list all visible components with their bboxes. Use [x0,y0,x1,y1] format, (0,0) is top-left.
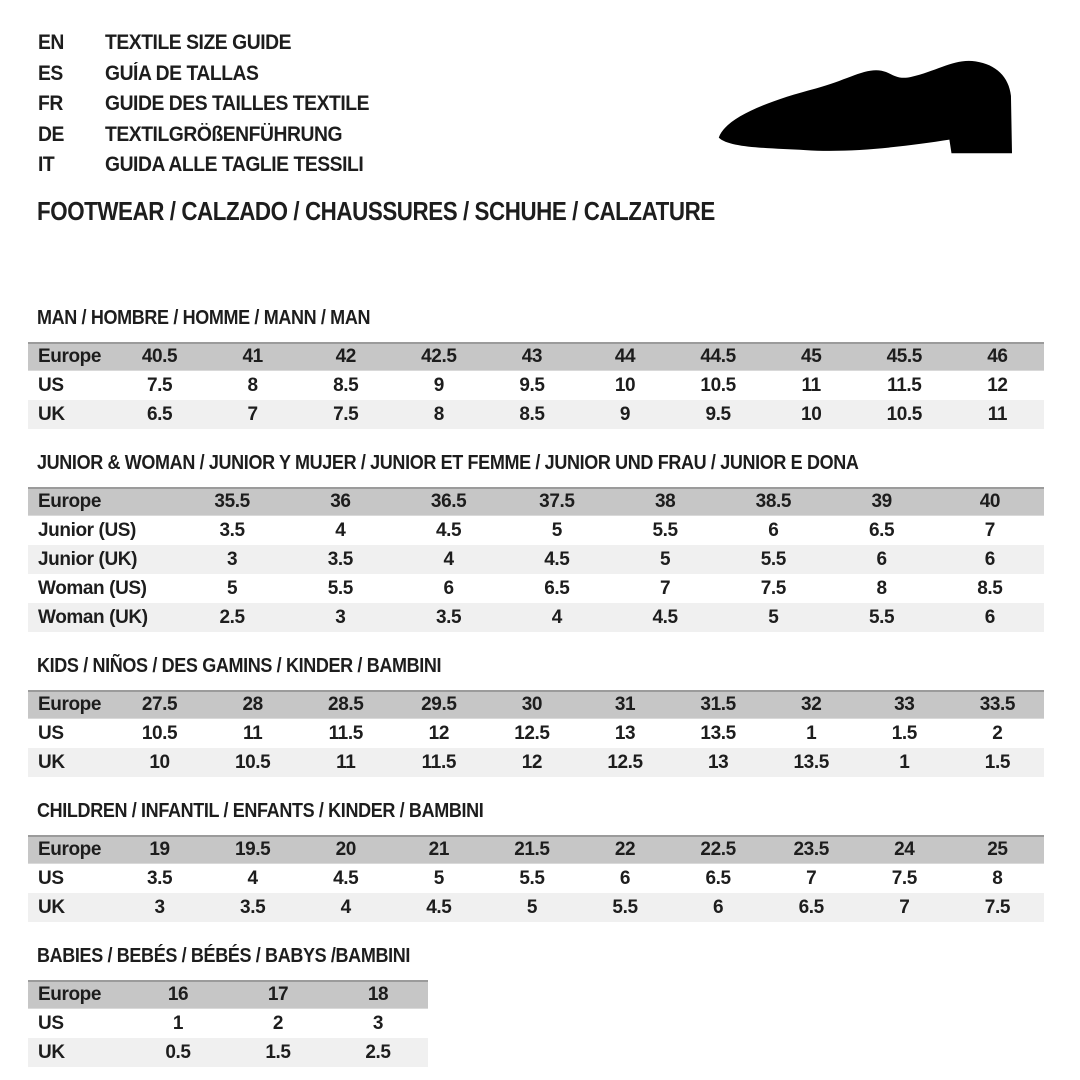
size-cell: 11.5 [421,751,456,773]
size-cell: 7.5 [891,867,917,889]
size-cell: 8 [876,577,887,599]
language-row [38,89,392,120]
size-cell: 7.5 [760,577,786,599]
size-table [28,980,428,1067]
size-cell: 13.5 [700,722,736,744]
language-row [38,120,392,151]
size-cell: 7.5 [146,374,173,396]
size-cell: 1 [899,751,910,773]
size-cell: 23.5 [793,839,829,860]
size-cell: 38.5 [755,491,792,512]
size-section-children [28,800,1045,922]
size-cell: 1 [172,1012,184,1034]
language-label: GUIDA ALLE TAGLIE TESSILI [105,153,364,177]
language-code: FR [38,92,63,116]
size-cell: 44.5 [700,346,736,367]
size-section-kids [28,655,1045,777]
row-label: Woman (US) [38,577,147,599]
size-cell: 32 [801,694,822,715]
size-cell: 5 [227,577,238,599]
table-row [28,545,1044,574]
size-table [28,487,1044,632]
size-cell: 37.5 [539,491,575,512]
row-label: Europe [38,491,102,512]
row-label: Europe [38,694,102,715]
size-cell: 11 [987,403,1008,425]
size-cell: 6.5 [869,519,895,541]
size-cell: 28 [242,694,263,715]
row-label: UK [38,1041,65,1063]
size-cell: 2.5 [365,1041,391,1063]
size-cell: 4 [551,606,562,628]
size-sections [28,307,1045,1080]
size-cell: 33.5 [979,694,1016,715]
row-label: Junior (UK) [38,548,138,570]
size-cell: 5 [526,896,537,918]
size-cell: 22.5 [700,839,736,860]
size-cell: 10.5 [886,403,922,425]
size-cell: 5.5 [760,548,786,570]
size-cell: 11 [801,374,821,396]
size-cell: 6 [619,867,631,889]
size-cell: 46 [987,346,1008,367]
table-row [28,603,1044,632]
size-cell: 4 [340,896,351,918]
size-cell: 19 [149,839,170,860]
size-cell: 42 [335,346,356,367]
table-row [28,400,1044,429]
size-cell: 40.5 [141,346,178,367]
size-cell: 4 [443,548,454,570]
table-header-row [28,835,1044,864]
size-cell: 10 [614,374,636,396]
table-row [28,893,1044,922]
language-label: GUÍA DE TALLAS [105,61,259,85]
size-cell: 3.5 [146,867,173,889]
size-cell: 5.5 [519,867,545,889]
size-cell: 7 [806,867,817,889]
size-cell: 7.5 [333,403,359,425]
table-row [28,371,1044,400]
size-cell: 11 [242,722,263,744]
size-cell: 11.5 [328,722,363,744]
size-cell: 38 [654,491,676,512]
size-cell: 5.5 [612,896,638,918]
size-cell: 1.5 [265,1041,291,1063]
size-section-junior-woman [28,452,1045,632]
size-cell: 12 [521,751,543,773]
size-cell: 4.5 [426,896,452,918]
size-cell: 1.5 [891,722,917,744]
size-cell: 4 [247,867,258,889]
size-cell: 25 [987,839,1008,860]
language-code: EN [38,31,64,55]
size-cell: 42.5 [421,346,457,367]
size-cell: 18 [367,984,389,1005]
size-cell: 3.5 [240,896,266,918]
size-cell: 2 [272,1012,284,1034]
size-cell: 24 [894,839,915,860]
size-cell: 7 [660,577,671,599]
size-cell: 7 [899,896,910,918]
size-cell: 41 [242,346,263,367]
language-row [38,28,392,59]
row-label: Europe [38,346,102,367]
section-title: KIDS / NIÑOS / DES GAMINS / KINDER / BAMBINI [37,655,442,677]
size-cell: 7 [984,519,995,541]
size-cell: 10.5 [700,374,736,396]
table-row [28,719,1044,748]
size-cell: 9.5 [519,374,545,396]
size-cell: 5 [660,548,671,570]
size-cell: 8 [992,867,1003,889]
size-cell: 39 [871,491,892,512]
size-cell: 6 [768,519,779,541]
size-cell: 5 [433,867,444,889]
size-cell: 3 [227,548,238,570]
size-cell: 45 [801,346,822,367]
size-table [28,690,1044,777]
size-cell: 5 [551,519,562,541]
size-cell: 9.5 [705,403,731,425]
row-label: Junior (US) [38,519,136,541]
size-cell: 44 [614,346,636,367]
size-section-man [28,307,1045,429]
size-cell: 4.5 [544,548,570,570]
size-cell: 28.5 [328,694,364,715]
size-cell: 3.5 [219,519,245,541]
row-label: US [38,722,64,744]
size-cell: 13.5 [793,751,829,773]
size-cell: 6 [713,896,724,918]
section-title: BABIES / BEBÉS / BÉBÉS / BABYS /BAMBINI [37,945,411,967]
size-cell: 6 [876,548,887,570]
size-cell: 3 [154,896,165,918]
size-cell: 20 [335,839,356,860]
row-label: Woman (UK) [38,606,148,628]
size-cell: 29.5 [421,694,457,715]
size-table [28,835,1044,922]
table-row [28,1038,428,1067]
row-label: UK [38,751,65,773]
size-cell: 10 [801,403,822,425]
language-code: ES [38,61,63,85]
table-row [28,516,1044,545]
size-cell: 4.5 [333,867,359,889]
size-cell: 4 [335,519,346,541]
table-row [28,748,1044,777]
size-cell: 3 [372,1012,384,1034]
size-cell: 45.5 [886,346,922,367]
language-code: IT [38,153,55,177]
table-header-row [28,342,1044,371]
size-cell: 43 [521,346,543,367]
size-cell: 8.5 [333,374,359,396]
size-cell: 5 [768,606,779,628]
section-title: MAN / HOMBRE / HOMME / MANN / MAN [37,307,371,329]
size-cell: 8.5 [519,403,545,425]
table-row [28,864,1044,893]
size-cell: 12.5 [514,722,550,744]
size-cell: 27.5 [141,694,178,715]
section-title: JUNIOR & WOMAN / JUNIOR Y MUJER / JUNIOR ET FEMME / JUNIOR UND FRAU / JUNIOR E DONA [37,452,859,474]
size-cell: 6 [984,606,995,628]
size-cell: 10.5 [234,751,271,773]
size-cell: 1 [806,722,817,744]
table-row [28,574,1044,603]
size-cell: 33 [894,694,915,715]
size-cell: 2 [992,722,1003,744]
size-cell: 4.5 [436,519,462,541]
size-cell: 5.5 [869,606,895,628]
size-cell: 36 [330,491,351,512]
size-cell: 16 [167,984,189,1005]
size-cell: 13 [614,722,636,744]
size-cell: 17 [267,984,289,1005]
language-list [38,28,392,181]
size-cell: 19.5 [234,839,271,860]
row-label: UK [38,403,65,425]
size-cell: 36.5 [430,491,467,512]
size-cell: 31 [614,694,636,715]
size-cell: 8 [247,374,258,396]
size-cell: 6 [443,577,454,599]
row-label: Europe [38,839,102,860]
size-cell: 12 [428,722,449,744]
size-table [28,342,1044,429]
size-cell: 7 [247,403,258,425]
language-label: TEXTILGRÖßENFÜHRUNG [105,122,343,146]
size-cell: 21.5 [514,839,550,860]
table-header-row [28,690,1044,719]
language-row [38,59,392,90]
size-cell: 0.5 [165,1041,191,1063]
size-cell: 7.5 [984,896,1010,918]
size-cell: 12 [987,374,1008,396]
row-label: UK [38,896,65,918]
size-cell: 3.5 [436,606,462,628]
language-label: TEXTILE SIZE GUIDE [105,31,292,55]
language-row [38,150,392,181]
row-label: US [38,867,64,889]
size-cell: 10.5 [141,722,178,744]
size-cell: 35.5 [214,491,250,512]
size-cell: 5.5 [652,519,678,541]
shoe-icon [703,52,1033,172]
size-cell: 8 [433,403,444,425]
size-cell: 2.5 [219,606,245,628]
size-cell: 6.5 [705,867,731,889]
size-cell: 22 [614,839,636,860]
size-cell: 30 [521,694,543,715]
size-cell: 40 [979,491,1001,512]
language-code: DE [38,122,64,146]
size-cell: 12.5 [607,751,643,773]
row-label: Europe [38,984,102,1005]
size-cell: 9 [619,403,631,425]
size-cell: 5.5 [327,577,353,599]
size-cell: 1.5 [984,751,1010,773]
size-cell: 3.5 [327,548,353,570]
table-header-row [28,487,1044,516]
row-label: US [38,374,64,396]
category-title: FOOTWEAR / CALZADO / CHAUSSURES / SCHUHE / CALZATURE [37,196,715,226]
size-cell: 6.5 [798,896,824,918]
size-cell: 3 [335,606,346,628]
size-cell: 13 [707,751,729,773]
section-title: CHILDREN / INFANTIL / ENFANTS / KINDER / BAMBINI [37,800,484,822]
size-cell: 9 [433,374,444,396]
size-cell: 10 [149,751,170,773]
table-header-row [28,980,428,1009]
language-label: GUIDE DES TAILLES TEXTILE [105,92,370,116]
size-cell: 11.5 [887,374,922,396]
size-cell: 4.5 [652,606,678,628]
table-row [28,1009,428,1038]
size-cell: 31.5 [700,694,736,715]
size-cell: 6 [984,548,995,570]
size-cell: 8.5 [977,577,1003,599]
size-cell: 6.5 [544,577,570,599]
row-label: US [38,1012,64,1034]
size-cell: 21 [428,839,449,860]
size-section-babies [28,945,1045,1067]
size-cell: 6.5 [146,403,173,425]
size-cell: 11 [336,751,356,773]
